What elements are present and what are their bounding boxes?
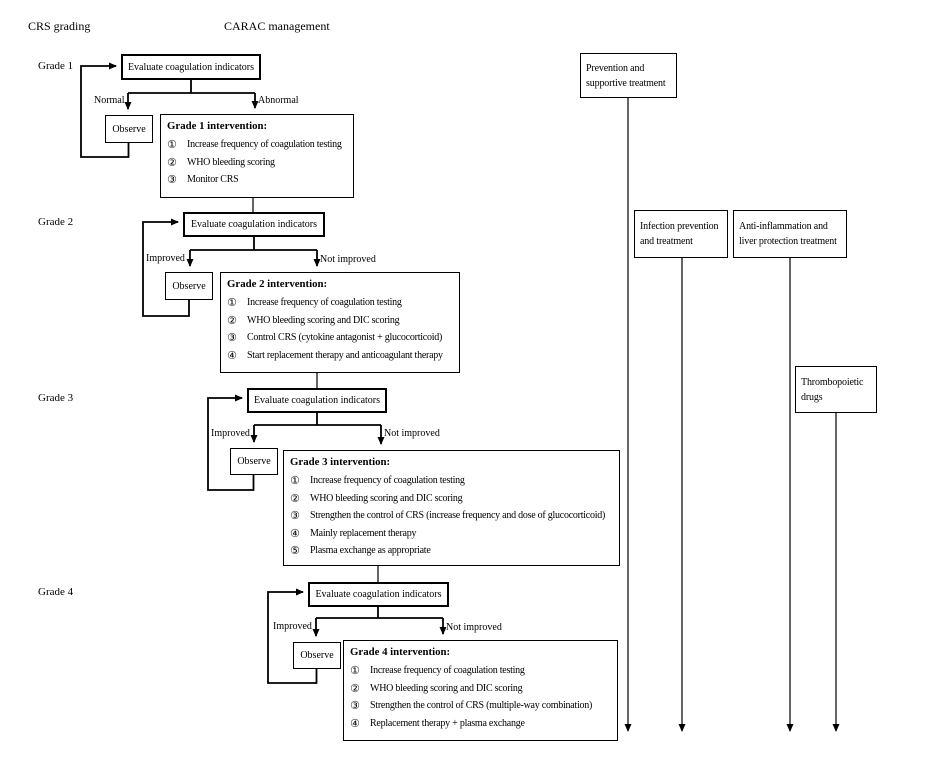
item-text: Control CRS (cytokine antagonist + glucocorticoid): [247, 332, 443, 343]
grade-4-observe-box: Observe: [293, 642, 341, 669]
infection-prevention-treatment-box: Infection prevention and treatment: [634, 210, 728, 258]
item-text: WHO bleeding scoring and DIC scoring: [310, 492, 463, 504]
grade-2-branch-not-improved-label: Not improved: [320, 254, 376, 265]
intervention-title: Grade 2 intervention:: [227, 278, 328, 290]
crs-grading-heading: CRS grading: [28, 19, 91, 33]
item-number: ③: [227, 331, 237, 344]
grade-3-evaluate-box: Evaluate coagulation indicators: [247, 388, 387, 413]
item-number: ①: [350, 664, 360, 677]
grade-4-branch-improved-label: Improved: [273, 621, 312, 632]
item-number: ④: [290, 526, 300, 540]
thrombopoietic-drugs-box: Thrombopoietic drugs: [795, 366, 877, 413]
intervention-item: [227, 294, 453, 312]
grade-3-branch-not-improved-label: Not improved: [384, 428, 440, 439]
item-number: ①: [227, 296, 237, 309]
grade-1-observe-box: Observe: [105, 115, 153, 143]
item-text: Plasma exchange as appropriate: [310, 545, 431, 556]
grade-2-label: Grade 2: [38, 216, 74, 228]
anti-inflammation-liver-protection-box: Anti-inflammation and liver protection treatment: [733, 210, 847, 258]
grade-3-intervention-box: [283, 450, 620, 566]
item-number: ②: [227, 313, 237, 327]
item-text: Strengthen the control of CRS (multiple-way combination): [370, 700, 593, 711]
intervention-item: [290, 507, 613, 525]
intervention-item: [290, 472, 613, 490]
intervention-item: [167, 136, 347, 154]
intervention-item: [167, 154, 347, 172]
grade-1-branch-normal-label: Normal: [94, 95, 125, 106]
intervention-item: [350, 715, 611, 733]
grade-1-label: Grade 1: [38, 60, 74, 72]
item-number: ⑤: [290, 544, 300, 557]
item-number: ④: [350, 716, 360, 730]
g2-split-line: [190, 237, 317, 250]
item-text: Strengthen the control of CRS (increase frequency and dose of glucocorticoid): [310, 510, 606, 521]
grade-4-intervention-box: [343, 640, 618, 741]
item-text: WHO bleeding scoring: [187, 156, 275, 168]
item-number: ②: [167, 155, 177, 169]
item-number: ①: [290, 474, 300, 487]
g4-split-line: [316, 607, 443, 618]
intervention-item: [290, 525, 613, 543]
grade-2-evaluate-box: Evaluate coagulation indicators: [183, 212, 325, 237]
grade-4-label: Grade 4: [38, 586, 74, 598]
item-text: WHO bleeding scoring and DIC scoring: [247, 314, 400, 326]
item-number: ②: [290, 491, 300, 505]
intervention-title: Grade 1 intervention:: [167, 120, 268, 132]
item-text: Replacement therapy + plasma exchange: [370, 717, 525, 729]
item-text: Increase frequency of coagulation testing: [187, 139, 342, 150]
intervention-item: [290, 542, 613, 560]
prevention-supportive-treatment-box: Prevention and supportive treatment: [580, 53, 677, 98]
grade-1-evaluate-box: Evaluate coagulation indicators: [121, 54, 261, 80]
intervention-item: [350, 697, 611, 715]
intervention-item: [350, 680, 611, 698]
item-number: ①: [167, 138, 177, 151]
intervention-item: [290, 490, 613, 508]
item-number: ③: [167, 173, 177, 186]
grade-3-branch-improved-label: Improved: [211, 428, 250, 439]
item-number: ②: [350, 681, 360, 695]
item-text: Increase frequency of coagulation testing: [370, 665, 525, 676]
item-number: ③: [290, 509, 300, 522]
g1-split-line: [128, 80, 255, 93]
grade-4-evaluate-box: Evaluate coagulation indicators: [308, 582, 449, 607]
item-text: Mainly replacement therapy: [310, 527, 417, 539]
grade-3-label: Grade 3: [38, 392, 74, 404]
grade-4-branch-not-improved-label: Not improved: [446, 622, 502, 633]
grade-2-observe-box: Observe: [165, 272, 213, 300]
intervention-title: Grade 3 intervention:: [290, 456, 391, 468]
g3-split-line: [254, 413, 381, 425]
intervention-item: [227, 329, 453, 347]
grade-2-branch-improved-label: Improved: [146, 253, 185, 264]
intervention-item: [227, 312, 453, 330]
carac-management-heading: CARAC management: [224, 19, 330, 33]
intervention-item: [227, 347, 453, 365]
grade-1-branch-abnormal-label: Abnormal: [258, 95, 299, 106]
item-text: Increase frequency of coagulation testing: [310, 475, 465, 486]
intervention-item: [350, 662, 611, 680]
intervention-title: Grade 4 intervention:: [350, 646, 451, 658]
intervention-item: [167, 171, 347, 189]
item-text: Increase frequency of coagulation testing: [247, 297, 402, 308]
grade-3-observe-box: Observe: [230, 448, 278, 475]
item-number: ④: [227, 348, 237, 362]
item-text: Start replacement therapy and anticoagulant therapy: [247, 349, 443, 361]
item-text: Monitor CRS: [187, 174, 239, 185]
item-text: WHO bleeding scoring and DIC scoring: [370, 682, 523, 694]
grade-1-intervention-box: [160, 114, 354, 198]
grade-2-intervention-box: [220, 272, 460, 373]
item-number: ③: [350, 699, 360, 712]
